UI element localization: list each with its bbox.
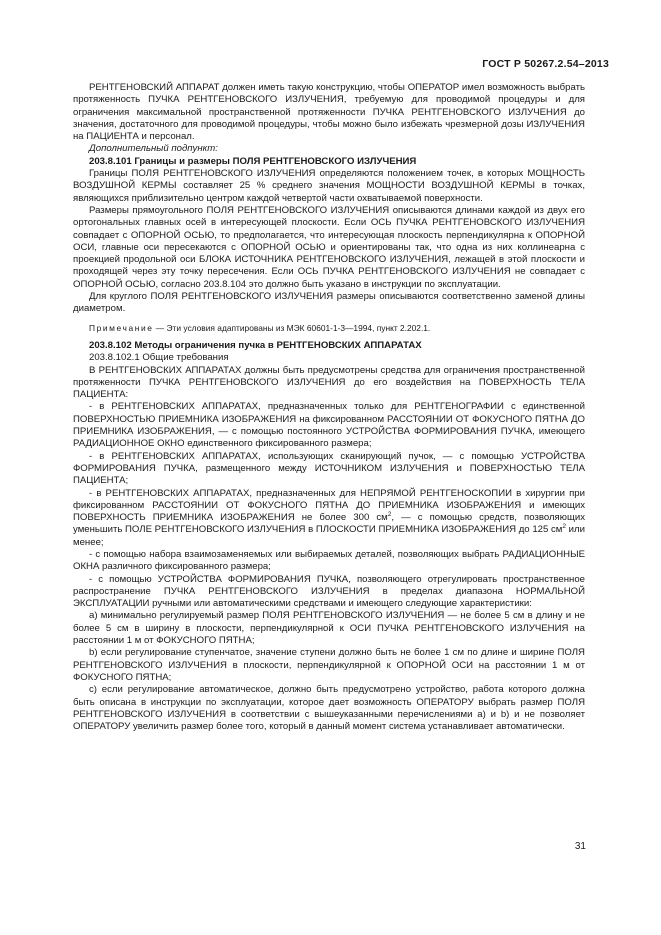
section-heading: 203.8.101 Границы и размеры ПОЛЯ РЕНТГЕНОВСКОГО ИЗЛУЧЕНИЯ bbox=[89, 155, 417, 167]
paragraph: В РЕНТГЕНОВСКИХ АППАРАТАХ должны быть предусмотрены средства для ограничения пространственной протяженности ПУЧКА РЕНТГЕНОВСКОГО ИЗЛУЧЕНИЯ до его воздействия на ПОВЕРХНОСТЬ ТЕЛА ПАЦИЕНТА: bbox=[73, 364, 585, 401]
document-id: ГОСТ Р 50267.2.54–2013 bbox=[482, 58, 609, 70]
paragraph: РЕНТГЕНОВСКИЙ АППАРАТ должен иметь такую конструкцию, чтобы ОПЕРАТОР имел возможность выбрать протяженность ПУЧКА РЕНТГЕНОВСКОГО ИЗЛУЧЕНИЯ, требуемую для проводимой процедуры и для ограничения максимальной пространственной протяженности ПУЧКА РЕНТГЕНОВСКОГО ИЗЛУЧЕНИЯ до значения, достаточного для проводимой процедуры, чтобы можно было избежать чрезмерной дозы ИЗЛУЧЕНИЯ на ПАЦИЕНТА и персонал. bbox=[73, 82, 585, 143]
note bbox=[73, 322, 585, 334]
list-item: - в РЕНТГЕНОВСКИХ АППАРАТАХ, предназначенных только для РЕНТГЕНОГРАФИИ с единственной ПОВЕРХНОСТЬЮ ПРИЕМНИКА ИЗОБРАЖЕНИЯ на фиксированном РАССТОЯНИИ ОТ ФОКУСНОГО ПЯТНА ДО ПРИЕМНИКА ИЗОБРАЖЕНИЯ, — с помощью постоянного УСТРОЙСТВА ФОРМИРОВАНИЯ ПУЧКА, имеющего РАДИАЦИОННОЕ ОКНО единственного фиксированного размера; bbox=[73, 401, 585, 450]
superscript: 2 bbox=[387, 510, 392, 518]
list-item-text: , — с помощью средств, позволяющих уменьшить ПОЛЕ РЕНТГЕНОВСКОГО ИЗЛУЧЕНИЯ в ПЛОСКОСТИ ПРИЕМНИКА ИЗОБРАЖЕНИЯ до 125 см bbox=[73, 512, 585, 536]
additional-subclause-label: Дополнительный подпункт: bbox=[89, 143, 218, 155]
page-number: 31 bbox=[574, 841, 586, 852]
list-item: - с помощью набора взаимозаменяемых или выбираемых деталей, позволяющих выбрать РАДИАЦИОННЫЕ ОКНА различного фиксированного размера; bbox=[73, 548, 585, 573]
list-item bbox=[73, 488, 585, 549]
note-text: — Эти условия адаптированы из МЭК 60601-1-3—1994, пункт 2.202.1. bbox=[153, 322, 431, 333]
superscript: 2 bbox=[562, 523, 567, 531]
list-item: - в РЕНТГЕНОВСКИХ АППАРАТАХ, использующих сканирующий пучок, — с помощью УСТРОЙСТВА ФОРМИРОВАНИЯ ПУЧКА, размещенного между ИСТОЧНИКОМ ИЗЛУЧЕНИЯ и ПОВЕРХНОСТЬЮ ТЕЛА ПАЦИЕНТА; bbox=[73, 450, 585, 487]
subsection-heading: 203.8.102.1 Общие требования bbox=[89, 352, 229, 364]
enumerated-item: b) если регулирование ступенчатое, значение ступени должно быть не более 1 см по длине и ширине ПОЛЯ РЕНТГЕНОВСКОГО ИЗЛУЧЕНИЯ в плоскости, перпендикулярной к ОПОРНОЙ ОСИ на расстоянии 1 м от ФОКУСНОГО ПЯТНА; bbox=[73, 647, 585, 683]
paragraph: Размеры прямоугольного ПОЛЯ РЕНТГЕНОВСКОГО ИЗЛУЧЕНИЯ описываются длинами каждой из двух его ортогональных главных осей в интересующей плоскости. Если ОСЬ ПУЧКА РЕНТГЕНОВСКОГО ИЗЛУЧЕНИЯ совпадает с ОПОРНОЙ ОСЬЮ, то предполагается, что интересующая плоскость перпендикулярна к ОПОРНОЙ ОСИ, главные оси пересекаются с ОПОРНОЙ ОСЬЮ и ориентированы так, что одна из них коллинеарна с проекцией продольной оси БЛОКА ИСТОЧНИКА РЕНТГЕНОВСКОГО ИЗЛУЧЕНИЯ, лежащей в этой плоскости и проходящей через эту точку пересечения. Если ОСЬ ПУЧКА РЕНТГЕНОВСКОГО ИЗЛУЧЕНИЯ не совпадает с ОПОРНОЙ ОСЬЮ, согласно 203.8.104 это должно быть указано в инструкции по эксплуатации. bbox=[73, 204, 585, 290]
section-heading: 203.8.102 Методы ограничения пучка в РЕНТГЕНОВСКИХ АППАРАТАХ bbox=[89, 339, 422, 351]
enumerated-item: a) минимально регулируемый размер ПОЛЯ РЕНТГЕНОВСКОГО ИЗЛУЧЕНИЯ — не более 5 см в длину и не более 5 см в ширину в плоскости, перпендикулярной к ОСИ ПУЧКА РЕНТГЕНОВСКОГО ИЗЛУЧЕНИЯ на расстоянии 1 м от ФОКУСНОГО ПЯТНА; bbox=[73, 610, 585, 647]
list-item-text: или менее; bbox=[73, 524, 586, 548]
page-body bbox=[73, 82, 585, 733]
list-item: - с помощью УСТРОЙСТВА ФОРМИРОВАНИЯ ПУЧКА, позволяющего отрегулировать пространственное распространение ПУЧКА РЕНТГЕНОВСКОГО ИЗЛУЧЕНИЯ в пределах диапазона НОРМАЛЬНОЙ ЭКСПЛУАТАЦИИ ручными или автоматическими средствами и имеющего следующие характеристики: bbox=[73, 573, 585, 610]
list-item-text: - в РЕНТГЕНОВСКИХ АППАРАТАХ, предназначенных для НЕПРЯМОЙ РЕНТГЕНОСКОПИИ в хирургии при фиксированном РАССТОЯНИИ ОТ ФОКУСНОГО ПЯТНА ДО ПРИЕМНИКА ИЗОБРАЖЕНИЯ и имеющих ПОВЕРХНОСТЬ ПРИЕМНИКА ИЗОБРАЖЕНИЯ не более 300 см bbox=[73, 487, 585, 524]
enumerated-item: c) если регулирование автоматическое, должно быть предусмотрено устройство, работа которого должна быть описана в инструкции по эксплуатации, которое дает возможность ОПЕРАТОРУ выбрать размер ПОЛЯ РЕНТГЕНОВСКОГО ИЗЛУЧЕНИЯ в соответствии с вышеуказанными перечислениями a) и b) и не позволяет ОПЕРАТОРУ увеличить размер более того, который в данный момент система устанавливает автоматически. bbox=[73, 684, 585, 733]
paragraph: Для круглого ПОЛЯ РЕНТГЕНОВСКОГО ИЗЛУЧЕНИЯ размеры описываются соответственно заменой длины диаметром. bbox=[73, 291, 585, 315]
note-label: Примечание bbox=[89, 322, 154, 333]
paragraph: Границы ПОЛЯ РЕНТГЕНОВСКОГО ИЗЛУЧЕНИЯ определяются положением точек, в которых МОЩНОСТЬ ВОЗДУШНОЙ КЕРМЫ составляет 25 % среднего значения МОЩНОСТИ ВОЗДУШНОЙ КЕРМЫ в точках, являющихся приблизительно центром каждой четвертой части охватываемой поверхности. bbox=[73, 168, 585, 204]
